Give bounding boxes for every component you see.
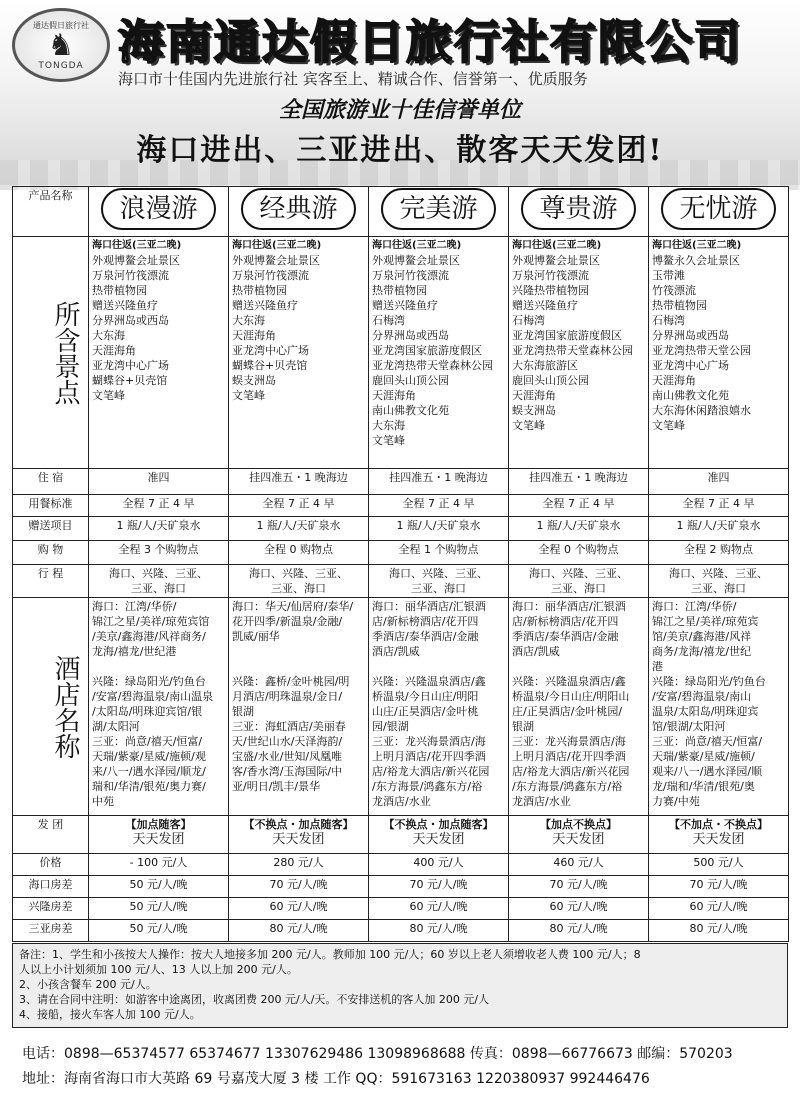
meals-cell: 全程 7 正 4 早: [509, 495, 649, 517]
list-item: 温泉/太阳岛/明珠迎宾: [652, 705, 759, 718]
list-item: /美京/鑫海港/风祥商务/: [92, 630, 206, 643]
list-item: 万泉河竹筏漂流: [232, 269, 309, 282]
list-item: /太阳岛/明珠迎宾馆/银: [92, 705, 203, 718]
tour-subtitle: 海口往返(三亚二晚): [92, 240, 182, 251]
list-item: 店/新标榜酒店/花开四: [372, 615, 479, 628]
note-line: 备注：1、学生和小孩按大人操作：按大人地接多加 200 元/人。教师加 100 元/人；60 岁以上老人须增收老人费 100 元/人；8: [19, 948, 641, 961]
list-item: 大东海: [232, 314, 265, 327]
departure-frequency: 天天发团: [132, 832, 185, 847]
list-item: 热带植物园: [92, 284, 147, 297]
list-item: 三亚：海虹酒店/美丽春: [232, 720, 346, 733]
shopping-cell: 全程 0 个购物点: [509, 541, 649, 565]
price-cell: 280 元/人: [229, 854, 369, 876]
list-item: 热带植物园: [652, 299, 707, 312]
list-item: 海口、兴隆、三亚、: [529, 567, 628, 580]
product-name-cell: [229, 187, 369, 237]
list-item: 石梅湾: [512, 314, 545, 327]
sights-cell: [229, 237, 369, 469]
departure-frequency: 天天发团: [412, 832, 465, 847]
company-slogan: 海口市十佳国内先进旅行社 宾客至上、精诚合作、信誉第一、优质服务: [118, 70, 588, 88]
list-item: 文笔峰: [92, 389, 125, 402]
sights-cell: [509, 237, 649, 469]
list-item: 凯威/丽华: [232, 630, 280, 643]
xinglong-diff-cell: 50 元/人/晚: [89, 898, 229, 920]
product-name-cell: [369, 187, 509, 237]
list-item: [372, 659, 505, 674]
hotels-cell: [649, 598, 789, 816]
list-item: 花开四季/新温泉/金融/: [232, 615, 343, 628]
meals-cell: 全程 7 正 4 早: [369, 495, 509, 517]
sanya-diff-cell: 50 元/人/晚: [89, 920, 229, 942]
list-item: 赠送兴隆鱼疗: [372, 299, 438, 312]
list-item: 石梅湾: [372, 314, 405, 327]
itinerary-cell: [649, 565, 789, 598]
list-item: 上明月酒店/花开四季酒: [372, 750, 486, 763]
headline: 海口进出、三亚进出、散客天天发团!: [136, 133, 664, 168]
list-item: 亚龙湾热带天堂森林公园: [512, 344, 633, 357]
list-item: 亚龙湾中心广场: [92, 359, 169, 372]
lodging-cell: 挂四准五・1 晚海边: [369, 469, 509, 495]
list-item: 海口、兴隆、三亚、: [109, 567, 208, 580]
list-item: 蜈支洲岛: [512, 404, 556, 417]
list-item: /东方海景/鸿鑫东方/裕: [512, 780, 623, 793]
list-item: 三亚、海口: [411, 582, 466, 595]
meals-cell: 全程 7 正 4 早: [649, 495, 789, 517]
tour-table: [12, 186, 789, 942]
list-item: 季酒店/泰华酒店/金融: [512, 630, 619, 643]
list-item: 天涯海角: [652, 374, 696, 387]
list-item: 酒店/凯威: [512, 645, 560, 658]
sanya-diff-cell: 80 元/人/晚: [229, 920, 369, 942]
lodging-row: [13, 469, 789, 495]
itinerary-row: [13, 565, 789, 598]
departure-tag: 【不换点・加点随客】: [243, 818, 354, 831]
list-item: 赠送兴隆鱼疗: [512, 299, 578, 312]
list-item: 万泉河竹筏漂流: [92, 269, 169, 282]
shopping-cell: 全程 1 个购物点: [369, 541, 509, 565]
meals-cell: 全程 7 正 4 早: [229, 495, 369, 517]
list-item: 亚龙湾热带天堂森林公园: [372, 359, 493, 372]
list-item: 银湖: [512, 720, 534, 733]
sanya-diff-cell: 80 元/人/晚: [369, 920, 509, 942]
logo-text-bottom: TONGDA: [38, 60, 84, 71]
product-name-cell: [509, 187, 649, 237]
list-item: 三亚、海口: [691, 582, 746, 595]
list-item: 蝴蝶谷+贝壳馆: [232, 359, 308, 372]
shopping-cell: 全程 0 购物点: [229, 541, 369, 565]
list-item: 亚龙湾中心广场: [652, 359, 729, 372]
list-item: 亚龙湾中心广场: [232, 344, 309, 357]
list-item: 中苑: [92, 795, 114, 808]
haikou-diff-cell: 70 元/人/晚: [649, 876, 789, 898]
gift-cell: 1 瓶/人/天矿泉水: [89, 517, 229, 541]
list-item: 来/八一/遇水泽园/顺龙/: [92, 765, 206, 778]
list-item: 南山佛教文化苑: [372, 404, 449, 417]
list-item: 龙/瑞和/华清/银苑/奥: [652, 780, 755, 793]
list-item: 南山佛教文化苑: [652, 389, 729, 402]
list-item: 热带植物园: [232, 284, 287, 297]
list-item: 三亚：尚意/禧天/恒富/: [92, 735, 203, 748]
list-item: 外观博鳌会址景区: [512, 254, 600, 267]
lodging-cell: 准四: [649, 469, 789, 495]
departure-tag: 【加点随客】: [125, 818, 192, 831]
list-item: 锦江之星/美祥/琼苑宾馆: [92, 615, 210, 628]
itinerary-cell: [369, 565, 509, 598]
list-item: 桥温泉/今日山庄/明阳: [372, 690, 479, 703]
list-item: 宝盛/水业/世知/凤凰唯: [232, 750, 343, 763]
haikou-diff-cell: 70 元/人/晚: [509, 876, 649, 898]
haikou-diff-label: 海口房差: [13, 876, 89, 898]
list-item: 海口：丽华酒店/汇银酒: [372, 600, 486, 613]
list-item: 海口：丽华酒店/汇银酒: [512, 600, 626, 613]
list-item: 瑞和/华清/银苑/奥力赛/: [92, 780, 206, 793]
price-cell: 500 元/人: [649, 854, 789, 876]
list-item: 鹿回头山顶公园: [372, 374, 449, 387]
shopping-row: [13, 541, 789, 565]
product-name-cell: [649, 187, 789, 237]
list-item: 龙海/禧龙/世纪港: [92, 645, 177, 658]
list-item: /东方海景/鸿鑫东方/裕: [372, 780, 483, 793]
list-item: 博鳌永久会址景区: [652, 254, 740, 267]
gift-cell: 1 瓶/人/天矿泉水: [509, 517, 649, 541]
list-item: 上明月酒店/花开四季酒: [512, 750, 626, 763]
departure-cell: [509, 816, 649, 854]
departure-tag: 【不加点・不换点】: [669, 818, 768, 831]
tour-subtitle: 海口往返(三亚二晚): [512, 240, 602, 251]
list-item: 天瑞/紫豪/星威/施顿/: [652, 750, 755, 763]
itinerary-label: 行 程: [13, 565, 89, 598]
xinglong-diff-row: [13, 898, 789, 920]
gift-label: 赠送项目: [13, 517, 89, 541]
haikou-diff-cell: 50 元/人/晚: [89, 876, 229, 898]
price-cell: 460 元/人: [509, 854, 649, 876]
gift-cell: 1 瓶/人/天矿泉水: [369, 517, 509, 541]
list-item: 锦江之星/美祥/琼苑宾: [652, 615, 759, 628]
list-item: 店/裕龙大酒店/新兴花园: [512, 765, 630, 778]
list-item: 外观博鳌会址景区: [92, 254, 180, 267]
departure-cell: [369, 816, 509, 854]
list-item: 庄/正昊酒店/金叶桃园/: [512, 705, 623, 718]
haikou-diff-row: [13, 876, 789, 898]
product-label: 产品名称: [13, 187, 89, 237]
list-item: 外观博鳌会址景区: [232, 254, 320, 267]
list-item: 力赛/中苑: [652, 795, 700, 808]
contact-address-line: 地址：海南省海口市大英路 69 号嘉茂大厦 3 楼 工作 QQ：591673163 1220380937 992446476: [22, 1071, 650, 1087]
list-item: 观来/八一/遇水泽园/顺: [652, 765, 763, 778]
list-item: 万泉河竹筏漂流: [372, 269, 449, 282]
list-item: 亚龙湾国家旅游度假区: [372, 344, 482, 357]
sights-cell: [89, 237, 229, 469]
list-item: 天涯海角: [232, 329, 276, 342]
lodging-cell: 挂四准五・1 晚海边: [229, 469, 369, 495]
haikou-diff-cell: 70 元/人/晚: [229, 876, 369, 898]
list-item: 三亚：龙兴海景酒店/海: [372, 735, 486, 748]
list-item: 港: [652, 660, 663, 673]
notes-box: [12, 943, 788, 1028]
list-item: 玉带滩: [652, 269, 685, 282]
sanya-diff-row: [13, 920, 789, 942]
meals-label: 用餐标准: [13, 495, 89, 517]
list-item: 亚龙湾国家旅游度假区: [512, 329, 622, 342]
list-item: 海口：江湾/华侨/: [652, 600, 737, 613]
list-item: 店/新标榜酒店/花开四: [512, 615, 619, 628]
list-item: 馆/美京/鑫海港/风祥: [652, 630, 752, 643]
product-row: [13, 187, 789, 237]
list-item: 三亚、海口: [551, 582, 606, 595]
xinglong-diff-cell: 60 元/人/晚: [649, 898, 789, 920]
product-name: 经典游: [241, 188, 355, 230]
list-item: 季酒店/泰华酒店/金融: [372, 630, 479, 643]
tour-subtitle: 海口往返(三亚二晚): [372, 240, 462, 251]
hotels-label: 酒店名称: [13, 598, 89, 816]
xinglong-diff-label: 兴隆房差: [13, 898, 89, 920]
list-item: 文笔峰: [512, 419, 545, 432]
list-item: /安富/碧海温泉/南山: [652, 690, 752, 703]
list-item: 三亚、海口: [131, 582, 186, 595]
list-item: 海口、兴隆、三亚、: [389, 567, 488, 580]
list-item: 酒店/凯威: [372, 645, 420, 658]
list-item: 兴隆热带植物园: [512, 284, 589, 297]
shopping-cell: 全程 2 购物点: [649, 541, 789, 565]
list-item: 天涯海角: [512, 389, 556, 402]
list-item: 桥温泉/今日山庄/明阳山: [512, 690, 630, 703]
haikou-diff-cell: 70 元/人/晚: [369, 876, 509, 898]
lodging-cell: 挂四准五・1 晚海边: [509, 469, 649, 495]
list-item: 海口：华天/仙居府/泰华/: [232, 600, 354, 613]
list-item: 分界洲岛或西岛: [652, 329, 729, 342]
product-name: 无忧游: [661, 188, 775, 230]
xinglong-diff-cell: 60 元/人/晚: [229, 898, 369, 920]
list-item: 大东海: [92, 329, 125, 342]
list-item: 三亚：尚意/禧天/恒富/: [652, 735, 763, 748]
sanya-diff-cell: 80 元/人/晚: [649, 920, 789, 942]
list-item: /安富/碧海温泉/南山温泉: [92, 690, 214, 703]
list-item: [512, 659, 645, 674]
meals-cell: 全程 7 正 4 早: [89, 495, 229, 517]
hotels-cell: [229, 598, 369, 816]
list-item: 外观博鳌会址景区: [372, 254, 460, 267]
list-item: 客/香水湾/玉海国际/中: [232, 765, 343, 778]
gift-cell: 1 瓶/人/天矿泉水: [229, 517, 369, 541]
list-item: 石梅湾: [652, 314, 685, 327]
list-item: 文笔峰: [372, 434, 405, 447]
xinglong-diff-cell: 60 元/人/晚: [369, 898, 509, 920]
lodging-cell: 准四: [89, 469, 229, 495]
list-item: 三亚：龙兴海景酒店/海: [512, 735, 626, 748]
note-line: 2、小孩含餐车 200 元/人。: [19, 978, 157, 991]
gift-cell: 1 瓶/人/天矿泉水: [649, 517, 789, 541]
list-item: 园/银湖: [372, 720, 409, 733]
price-label: 价格: [13, 854, 89, 876]
price-cell: - 100 元/人: [89, 854, 229, 876]
departure-frequency: 天天发团: [552, 832, 605, 847]
list-item: 兴隆：鑫桥/金叶桃园/明: [232, 675, 350, 688]
list-item: 龙酒店/水业: [512, 795, 571, 808]
list-item: [232, 644, 365, 659]
list-item: 海口、兴隆、三亚、: [669, 567, 768, 580]
list-item: 海口：江湾/华侨/: [92, 600, 177, 613]
price-row: [13, 854, 789, 876]
company-name: 海南通达假日旅行社有限公司: [118, 15, 742, 69]
shopping-cell: 全程 3 个购物点: [89, 541, 229, 565]
lodging-label: 住 宿: [13, 469, 89, 495]
honor-title: 全国旅游业十佳信誉单位: [278, 97, 521, 123]
contact-phone-line: 电话：0898—65374577 65374677 13307629486 13098968688 传真：0898—66776673 邮编：570203: [22, 1046, 733, 1062]
product-name: 尊贵游: [521, 188, 635, 230]
list-item: [232, 659, 365, 674]
departure-frequency: 天天发团: [272, 832, 325, 847]
list-item: 天涯海角: [92, 344, 136, 357]
sanya-diff-label: 三亚房差: [13, 920, 89, 942]
list-item: 兴隆：绿岛阳光/钓鱼台: [92, 675, 206, 688]
company-logo: [12, 8, 110, 82]
sights-row: [13, 237, 789, 469]
list-item: 三亚、海口: [271, 582, 326, 595]
itinerary-cell: [229, 565, 369, 598]
departure-tag: 【不换点・加点随客】: [383, 818, 494, 831]
hotels-row: [13, 598, 789, 816]
logo-text-top: 通达假日旅行社: [33, 20, 89, 30]
list-item: 文笔峰: [652, 419, 685, 432]
list-item: 蜈支洲岛: [232, 374, 276, 387]
product-name-cell: [89, 187, 229, 237]
hotels-cell: [369, 598, 509, 816]
product-name: 完美游: [381, 188, 495, 230]
list-item: 蝴蝶谷+贝壳馆: [92, 374, 168, 387]
note-line: 人以上小计划须加 100 元/人、13 人以上加 200 元/人。: [19, 963, 298, 976]
list-item: 赠送兴隆鱼疗: [232, 299, 298, 312]
itinerary-cell: [509, 565, 649, 598]
list-item: 分界洲岛或西岛: [372, 329, 449, 342]
gift-row: [13, 517, 789, 541]
sights-label: 所含景点: [13, 237, 89, 469]
meals-row: [13, 495, 789, 517]
list-item: 万泉河竹筏漂流: [512, 269, 589, 282]
departure-cell: [229, 816, 369, 854]
list-item: 亚龙湾热带天堂公园: [652, 344, 751, 357]
hotels-cell: [509, 598, 649, 816]
list-item: 月酒店/明珠温泉/金日/: [232, 690, 343, 703]
shopping-label: 购 物: [13, 541, 89, 565]
list-item: 文笔峰: [232, 389, 265, 402]
list-item: 兴隆：绿岛阳光/钓鱼台: [652, 675, 766, 688]
horse-icon: ♞: [47, 27, 75, 63]
list-item: 大东海旅游区: [512, 359, 578, 372]
list-item: 鹿回头山顶公园: [512, 374, 589, 387]
xinglong-diff-cell: 60 元/人/晚: [509, 898, 649, 920]
list-item: 兴隆：兴隆温泉酒店/鑫: [512, 675, 626, 688]
list-item: 赠送兴隆鱼疗: [92, 299, 158, 312]
list-item: 天瑞/紫豪/星威/施顿/观: [92, 750, 206, 763]
list-item: 湖/太阳河: [92, 720, 140, 733]
list-item: 分界洲岛或西岛: [92, 314, 169, 327]
list-item: 商务/龙海/禧龙/世纪: [652, 645, 752, 658]
note-line: 3、请在合同中注明：如游客中途离团，收离团费 200 元/人/天。不安排送机的客人加 200 元/人: [19, 993, 490, 1006]
price-cell: 400 元/人: [369, 854, 509, 876]
product-name: 浪漫游: [101, 188, 215, 230]
list-item: 兴隆：兴隆温泉酒店/鑫: [372, 675, 486, 688]
departure-tag: 【加点不换点】: [540, 818, 617, 831]
tour-subtitle: 海口往返(三亚二晚): [652, 240, 742, 251]
sanya-diff-cell: 80 元/人/晚: [509, 920, 649, 942]
list-item: 天涯海角: [372, 389, 416, 402]
tour-subtitle: 海口往返(三亚二晚): [232, 240, 322, 251]
list-item: 店/裕龙大酒店/新兴花园: [372, 765, 490, 778]
itinerary-cell: [89, 565, 229, 598]
departure-cell: [649, 816, 789, 854]
list-item: 海口、兴隆、三亚、: [249, 567, 348, 580]
list-item: 银湖: [232, 705, 254, 718]
departure-row: [13, 816, 789, 854]
hotels-cell: [89, 598, 229, 816]
header-banner: [0, 0, 800, 185]
list-item: 竹筏漂流: [652, 284, 696, 297]
list-item: 大东海休闲踏浪嬉水: [652, 404, 751, 417]
list-item: [92, 659, 225, 674]
departure-frequency: 天天发团: [692, 832, 745, 847]
note-line: 4、接船，接火车客人加 100 元/人。: [19, 1008, 201, 1021]
list-item: 龙酒店/水业: [372, 795, 431, 808]
list-item: 天/世纪山水/天泽海韵/: [232, 735, 343, 748]
list-item: 大东海: [372, 419, 405, 432]
list-item: 亚/明日/凯丰/景华: [232, 780, 321, 793]
list-item: 山庄/正昊酒店/金叶桃: [372, 705, 479, 718]
departure-cell: [89, 816, 229, 854]
departure-label: 发 团: [13, 816, 89, 854]
sights-cell: [369, 237, 509, 469]
sights-cell: [649, 237, 789, 469]
list-item: 馆/银湖/太阳河: [652, 720, 726, 733]
list-item: 热带植物园: [372, 284, 427, 297]
